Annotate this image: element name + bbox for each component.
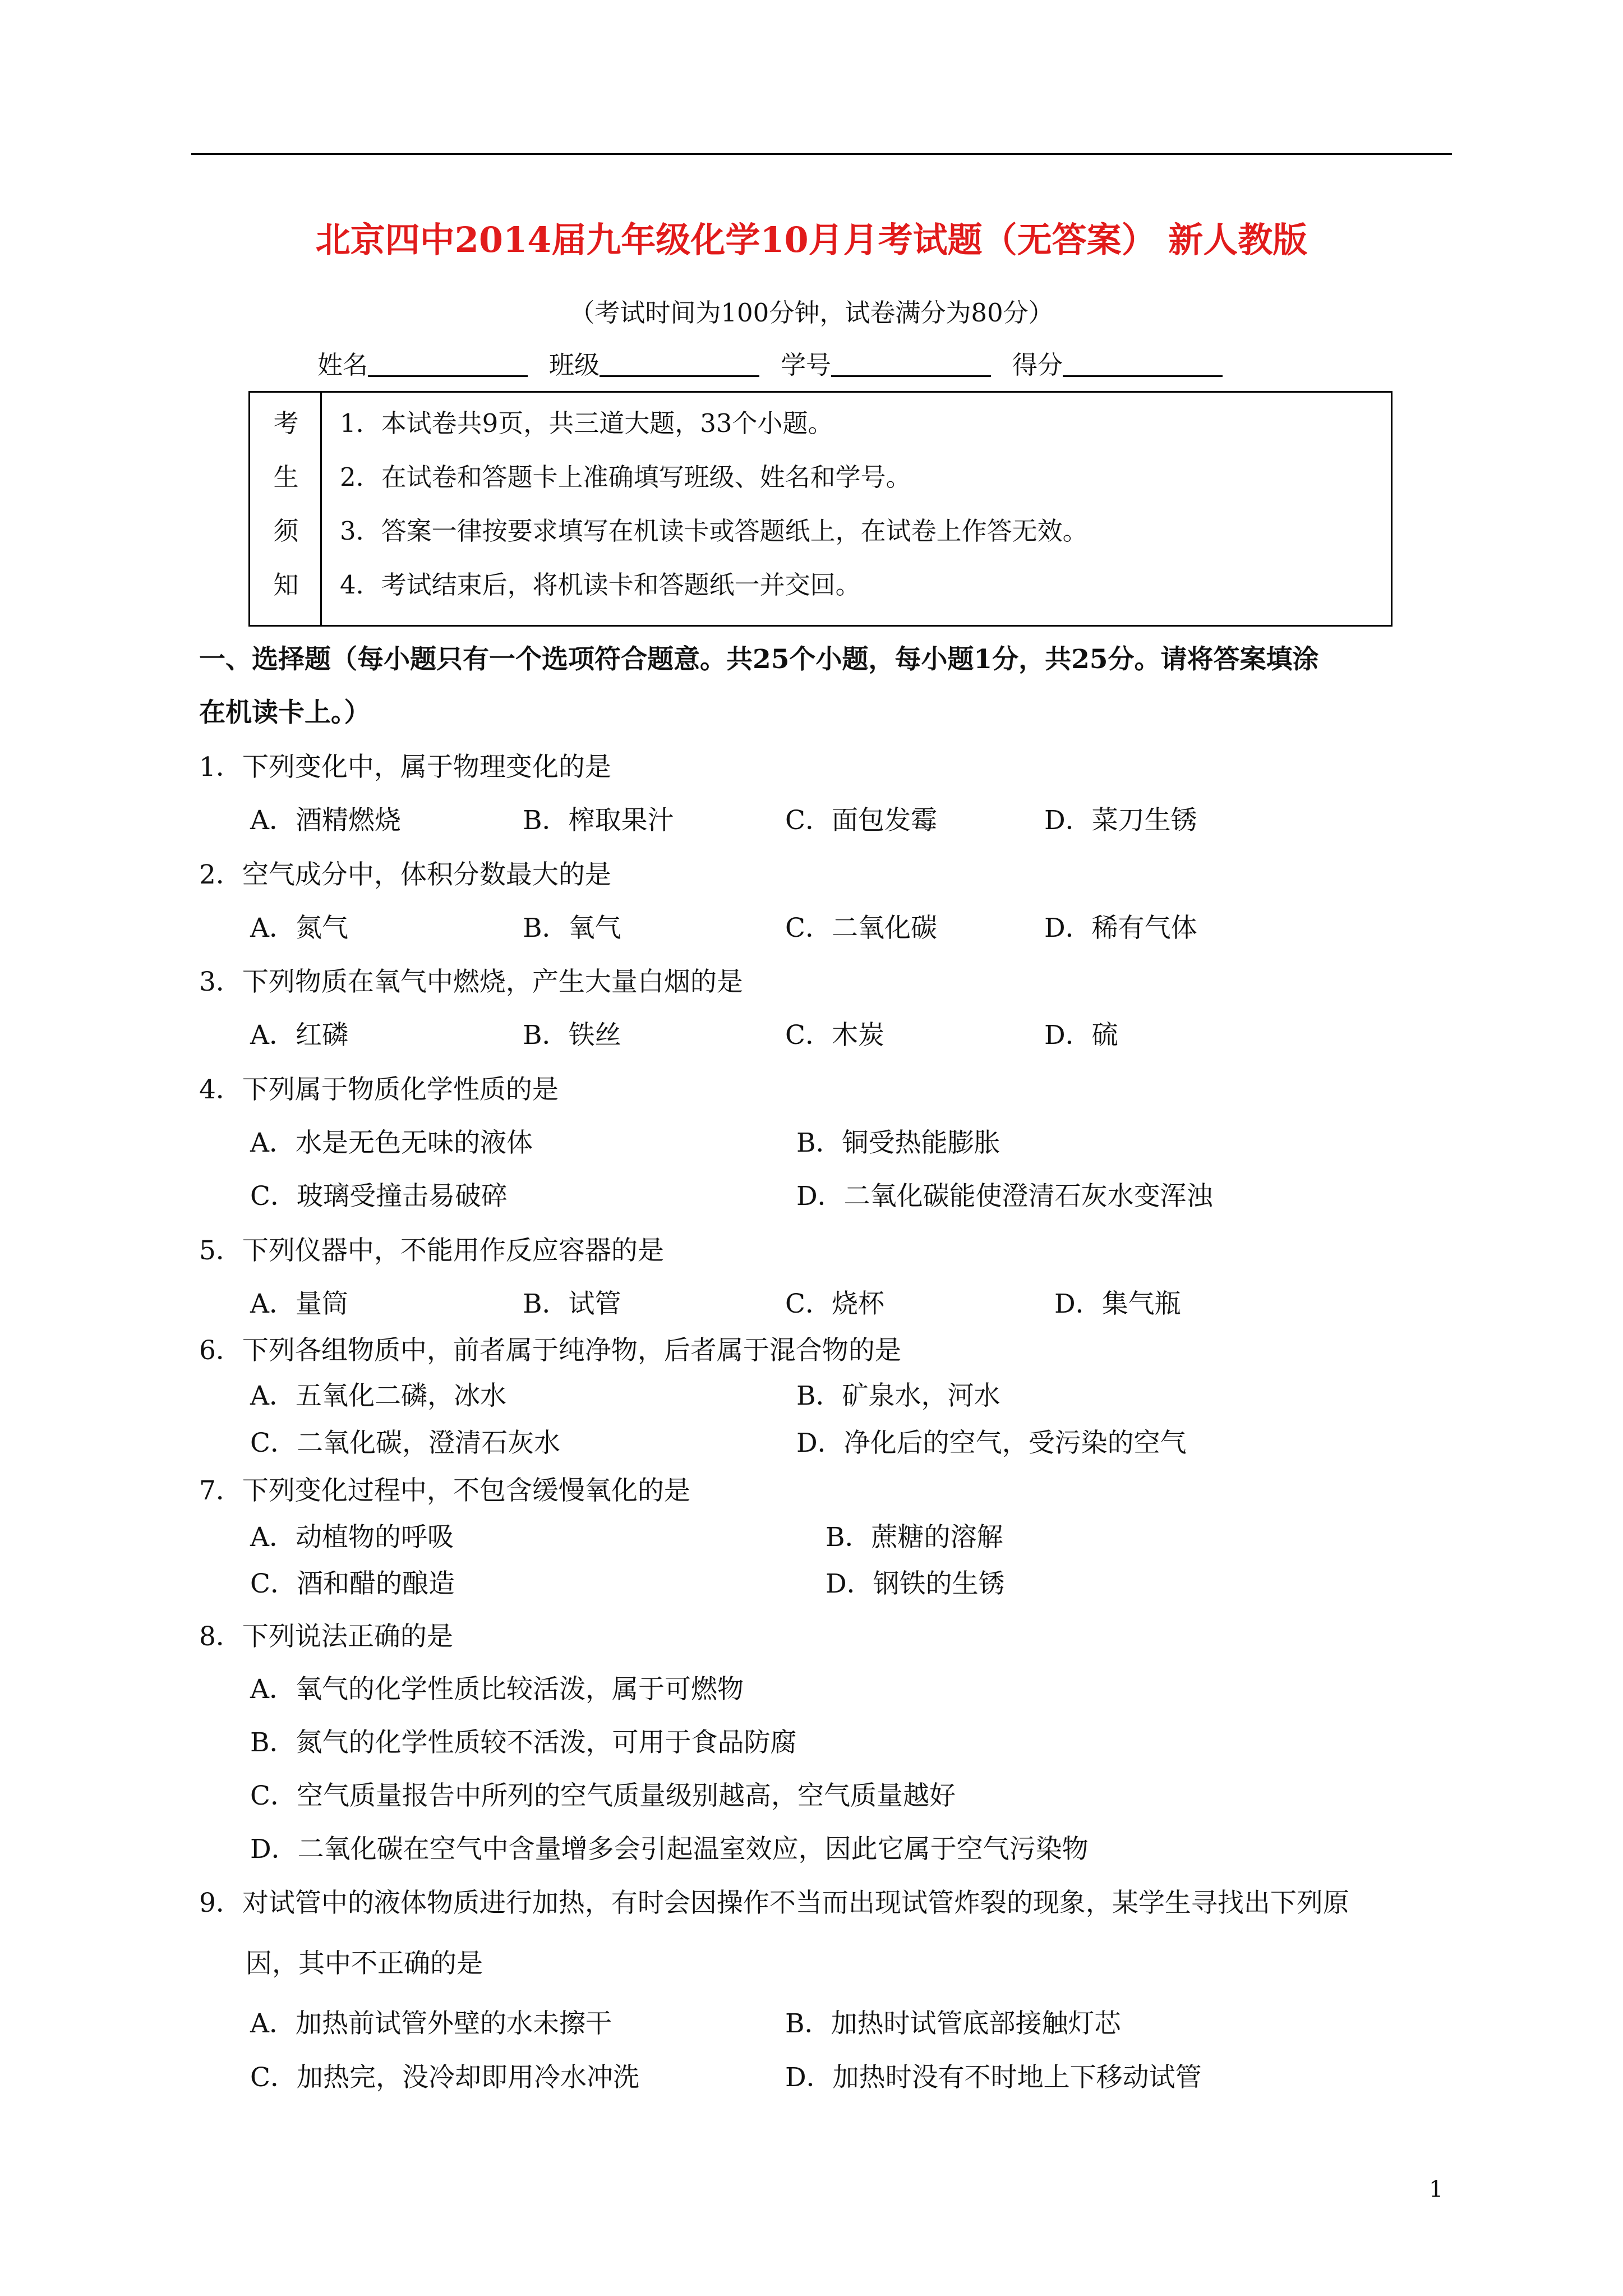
name-label: 姓名 — [317, 350, 368, 380]
question-5-option-d: D．集气瓶 — [1054, 1289, 1181, 1319]
question-1-option-b: B．榨取果汁 — [523, 805, 674, 836]
question-6-stem: 6．下列各组物质中，前者属于纯净物，后者属于混合物的是 — [199, 1335, 901, 1366]
question-5-option-c: C．烧杯 — [785, 1289, 884, 1319]
question-8-option-b: B．氮气的化学性质较不活泼，可用于食品防腐 — [250, 1727, 797, 1758]
question-9-stem: 9．对试管中的液体物质进行加热，有时会因操作不当而出现试管炸裂的现象，某学生寻找出下列原 — [199, 1888, 1349, 1918]
question-7-option-a: A．动植物的呼吸 — [250, 1522, 454, 1553]
page-title: 北京四中2014届九年级化学10月月考试题（无答案） 新人教版 — [315, 219, 1308, 260]
notice-item: 3．答案一律按要求填写在机读卡或答题纸上，在试卷上作答无效。 — [340, 516, 1088, 546]
question-3-option-c: C．木炭 — [785, 1020, 884, 1051]
question-8-stem: 8．下列说法正确的是 — [199, 1621, 453, 1652]
name-blank[interactable] — [368, 373, 528, 377]
notice-item: 2．在试卷和答题卡上准确填写班级、姓名和学号。 — [340, 462, 911, 492]
question-5-option-a: A．量筒 — [250, 1289, 348, 1319]
score-field — [1012, 344, 1244, 381]
question-9-option-c: C．加热完，没冷却即用冷水冲洗 — [250, 2062, 639, 2093]
question-8-option-c: C．空气质量报告中所列的空气质量级别越高，空气质量越好 — [250, 1780, 956, 1811]
question-7-option-b: B．蔗糖的溶解 — [826, 1522, 1003, 1553]
question-6-option-c: C．二氧化碳，澄清石灰水 — [250, 1428, 560, 1458]
question-6-option-b: B．矿泉水，河水 — [796, 1381, 1000, 1411]
notice-label-char: 生 — [273, 462, 299, 492]
class-label: 班级 — [549, 350, 600, 380]
id-blank[interactable] — [831, 373, 991, 377]
notice-label-column — [250, 393, 322, 625]
question-1-option-d: D．菜刀生锈 — [1044, 805, 1197, 836]
header-rule — [191, 153, 1452, 155]
question-7-option-d: D．钢铁的生锈 — [826, 1568, 1005, 1599]
question-6-option-d: D．净化后的空气，受污染的空气 — [796, 1428, 1187, 1458]
id-label: 学号 — [781, 350, 832, 380]
question-1-stem: 1．下列变化中，属于物理变化的是 — [199, 752, 611, 783]
question-1-option-a: A．酒精燃烧 — [250, 805, 401, 836]
student-info-row — [317, 344, 1244, 381]
question-7-option-c: C．酒和醋的酿造 — [250, 1568, 455, 1599]
question-3-option-b: B．铁丝 — [523, 1020, 621, 1051]
question-2-option-a: A．氮气 — [250, 913, 348, 944]
notice-label-char: 须 — [273, 516, 299, 546]
question-2-option-d: D．稀有气体 — [1044, 913, 1197, 944]
id-field — [781, 344, 1012, 381]
notice-item: 1．本试卷共9页，共三道大题，33个小题。 — [340, 408, 833, 438]
question-3-stem: 3．下列物质在氧气中燃烧，产生大量白烟的是 — [199, 967, 743, 997]
question-9-option-b: B．加热时试管底部接触灯芯 — [785, 2008, 1121, 2039]
question-4-stem: 4．下列属于物质化学性质的是 — [199, 1074, 559, 1105]
score-label: 得分 — [1012, 350, 1063, 380]
question-4-option-b: B．铜受热能膨胀 — [796, 1128, 1000, 1158]
question-9-option-d: D．加热时没有不时地上下移动试管 — [785, 2062, 1202, 2093]
question-3-option-a: A．红磷 — [250, 1020, 348, 1051]
question-4-option-a: A．水是无色无味的液体 — [250, 1128, 533, 1158]
notice-label-char: 知 — [273, 570, 299, 600]
notice-box — [248, 391, 1393, 627]
question-9-stem-cont: 因，其中不正确的是 — [246, 1948, 483, 1979]
name-field — [317, 344, 549, 381]
notice-item: 4．考试结束后，将机读卡和答题纸一并交回。 — [340, 570, 861, 600]
score-blank[interactable] — [1063, 373, 1223, 377]
question-8-option-d: D．二氧化碳在空气中含量增多会引起温室效应，因此它属于空气污染物 — [250, 1834, 1089, 1865]
question-5-stem: 5．下列仪器中，不能用作反应容器的是 — [199, 1235, 664, 1266]
exam-subtitle: （考试时间为100分钟，试卷满分为80分） — [569, 298, 1054, 328]
class-field — [549, 344, 781, 381]
notice-label-char: 考 — [273, 408, 299, 438]
question-4-option-d: D．二氧化碳能使澄清石灰水变浑浊 — [796, 1181, 1213, 1212]
question-2-stem: 2．空气成分中，体积分数最大的是 — [199, 859, 611, 890]
question-8-option-a: A．氧气的化学性质比较活泼，属于可燃物 — [250, 1674, 744, 1705]
section-heading-cont: 在机读卡上。） — [199, 697, 371, 728]
section-heading: 一、选择题（每小题只有一个选项符合题意。共25个小题，每小题1分，共25分。请将答案填涂 — [199, 644, 1319, 675]
question-2-option-c: C．二氧化碳 — [785, 913, 937, 944]
question-3-option-d: D．硫 — [1044, 1020, 1118, 1051]
question-6-option-a: A．五氧化二磷，冰水 — [250, 1381, 506, 1411]
class-blank[interactable] — [600, 373, 759, 377]
question-4-option-c: C．玻璃受撞击易破碎 — [250, 1181, 508, 1212]
question-7-stem: 7．下列变化过程中，不包含缓慢氧化的是 — [199, 1475, 690, 1506]
question-1-option-c: C．面包发霉 — [785, 805, 937, 836]
page-number: 1 — [1429, 2177, 1444, 2202]
question-5-option-b: B．试管 — [523, 1289, 621, 1319]
question-9-option-a: A．加热前试管外壁的水未擦干 — [250, 2008, 612, 2039]
question-2-option-b: B．氧气 — [523, 913, 621, 944]
